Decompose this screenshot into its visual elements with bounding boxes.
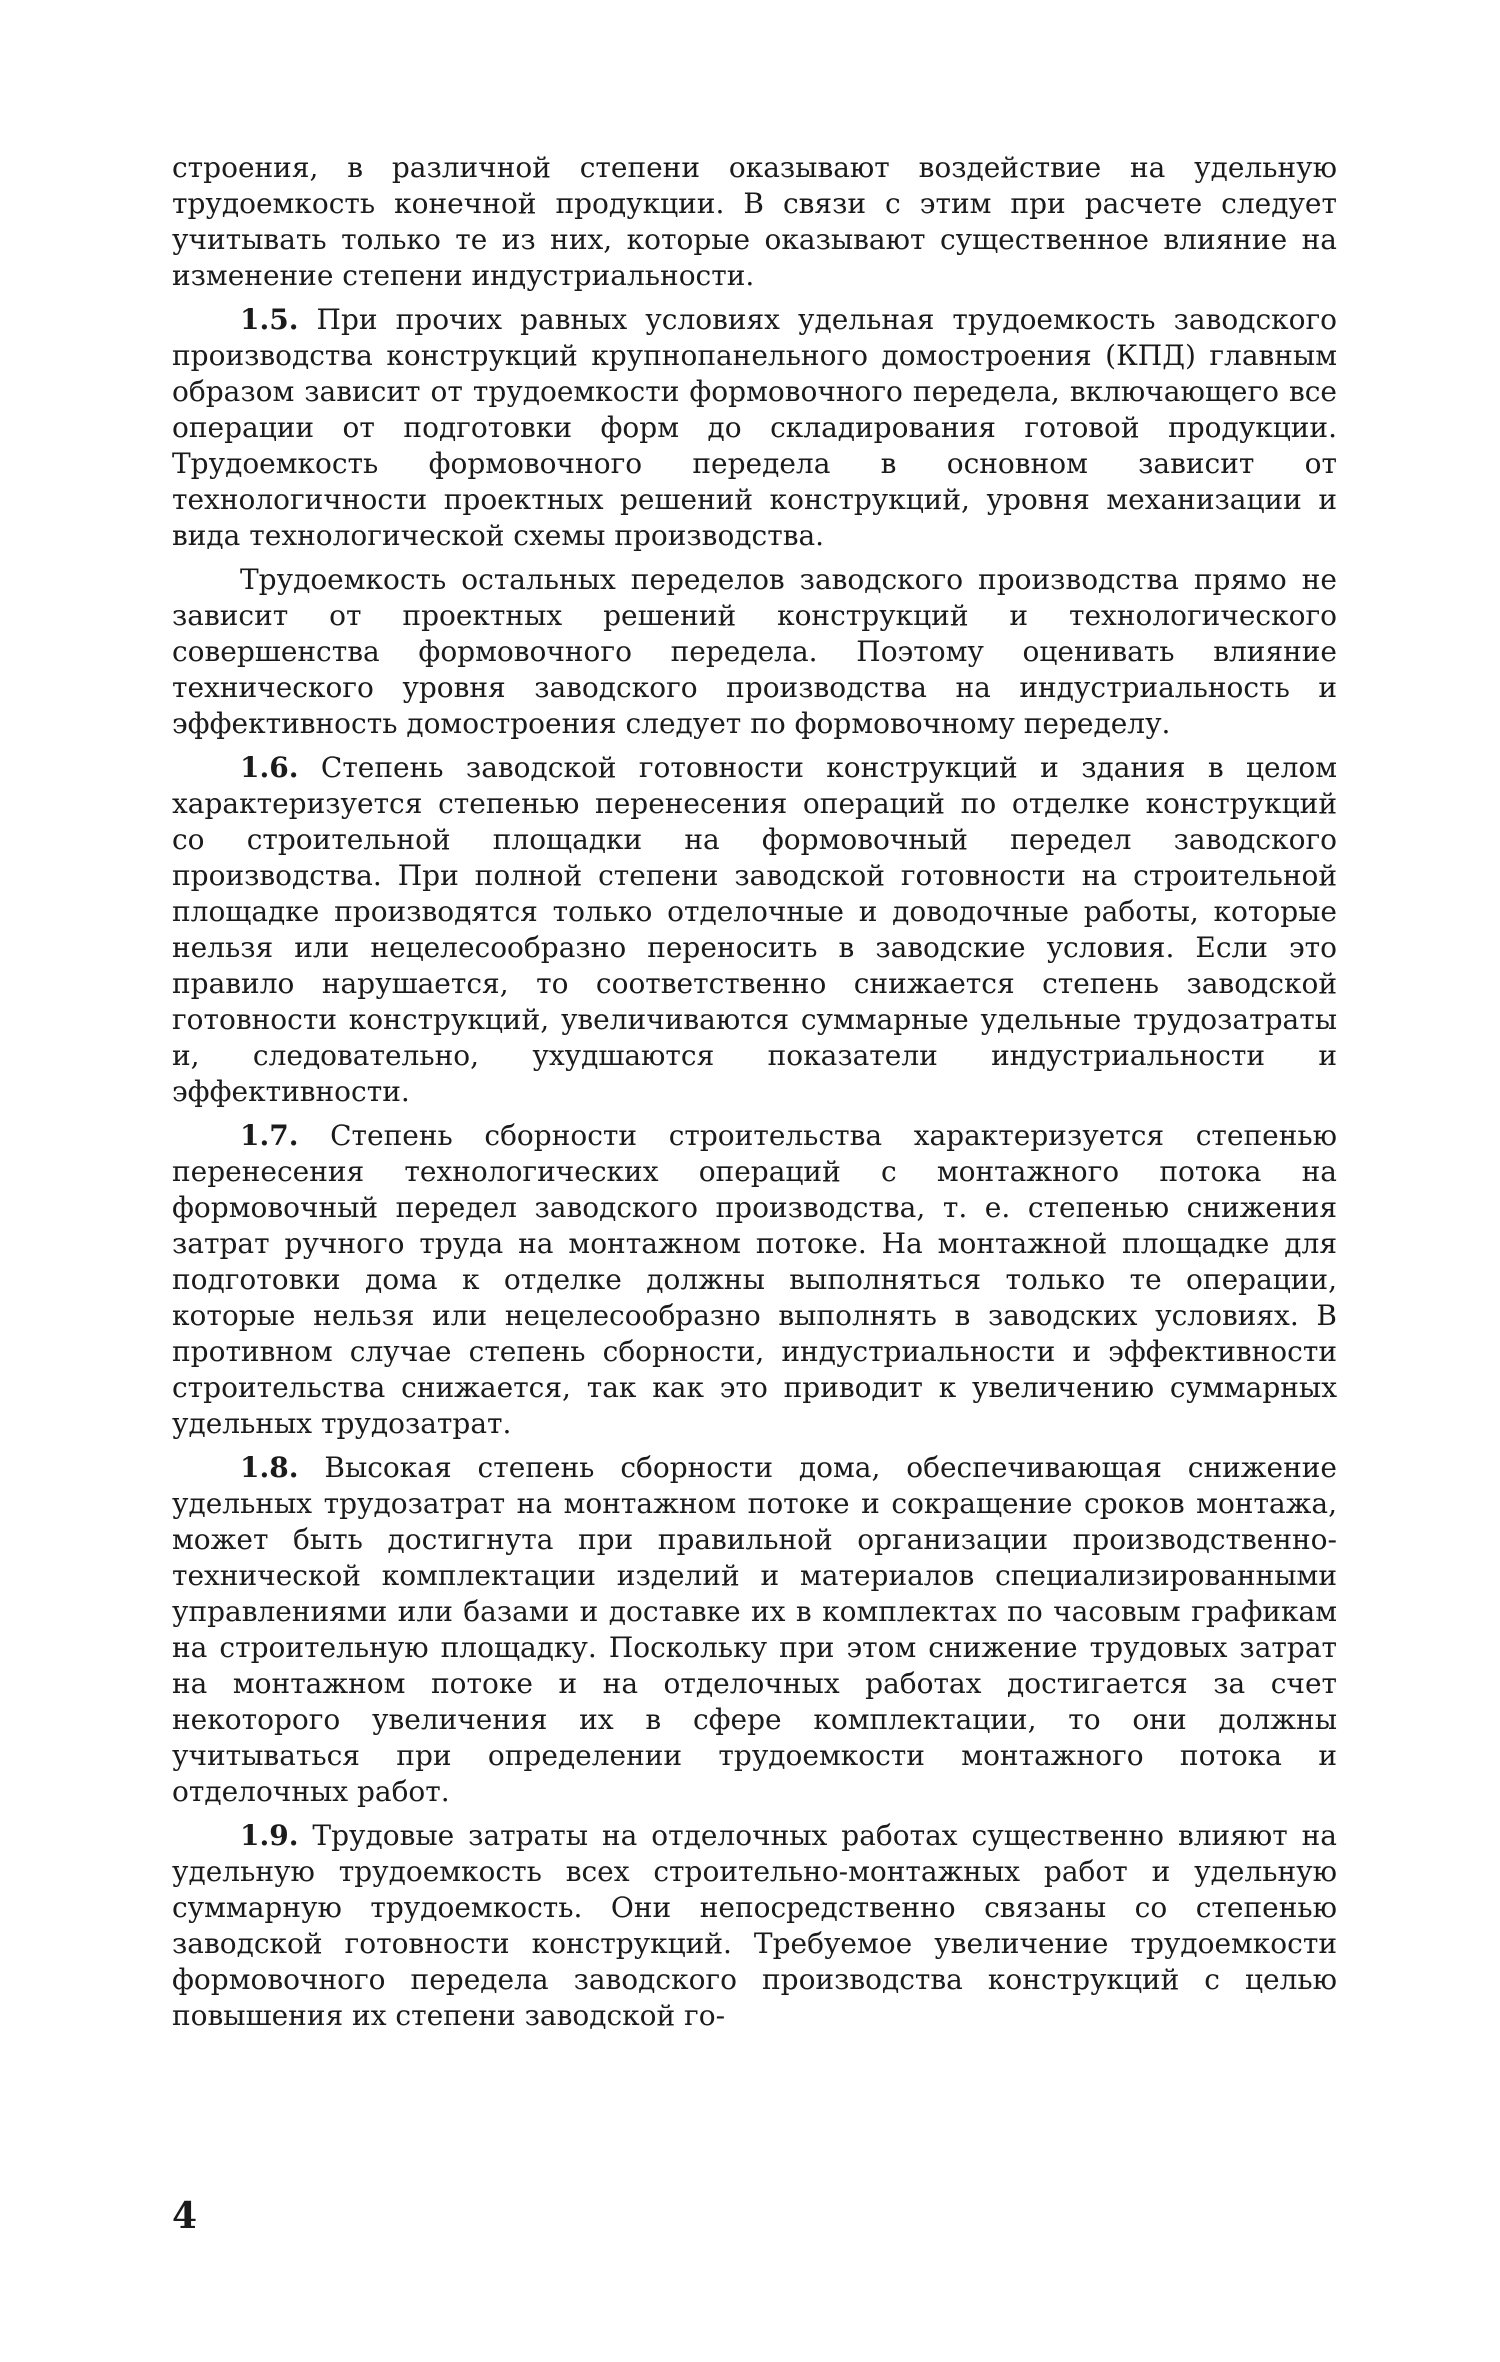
page-number: 4 [172, 2195, 198, 2237]
paragraph-text: строения, в различной степени оказывают воздействие на удельную трудоемкость конечной продукции. В связи с этим при расчете следует учитывать только те из них, которые оказывают существенное влияние на изменение степени индустриальности. [172, 151, 1337, 292]
paragraph-1-7 [172, 1118, 1337, 1442]
paragraph-number: 1.7. [240, 1119, 299, 1152]
paragraph-continuation [172, 150, 1337, 294]
paragraph-1-9 [172, 1818, 1337, 2034]
paragraph-text: Трудовые затраты на отделочных работах существенно влияют на удельную трудоемкость всех строительно-монтажных работ и удельную суммарную трудоемкость. Они непосредственно связаны со степенью заводской готовности конструкций. Требуемое увеличение трудоемкости формовочного передела заводского производства конструкций с целью повышения их степени заводской го- [172, 1819, 1337, 2032]
paragraph-number: 1.5. [240, 303, 299, 336]
paragraph-text: Высокая степень сборности дома, обеспечивающая снижение удельных трудозатрат на монтажном потоке и сокращение сроков монтажа, может быть достигнута при правильной организации производственно-технической комплектации изделий и материалов специализированными управлениями или базами и доставке их в комплектах по часовым графикам на строительную площадку. Поскольку при этом снижение трудовых затрат на монтажном потоке и на отделочных работах достигается за счет некоторого увеличения их в сфере комплектации, то они должны учитываться при определении трудоемкости монтажного потока и отделочных работ. [172, 1451, 1337, 1808]
page-text [172, 150, 1337, 2042]
paragraph-number: 1.6. [240, 751, 299, 784]
paragraph-text: При прочих равных условиях удельная трудоемкость заводского производства конструкций крупнопанельного домостроения (КПД) главным образом зависит от трудоемкости формовочного передела, включающего все операции от подготовки форм до складирования готовой продукции. Трудоемкость формовочного передела в основном зависит от технологичности проектных решений конструкций, уровня механизации и вида технологической схемы производства. [172, 303, 1338, 552]
paragraph-factory-labor [172, 562, 1337, 742]
paragraph-text: Степень сборности строительства характеризуется степенью перенесения технологических операций с монтажного потока на формовочный передел заводского производства, т. е. степенью снижения затрат ручного труда на монтажном потоке. На монтажной площадке для подготовки дома к отделке должны выполняться только те операции, которые нельзя или нецелесообразно выполнять в заводских условиях. В противном случае степень сборности, индустриальности и эффективности строительства снижается, так как это приводит к увеличению суммарных удельных трудозатрат. [172, 1119, 1337, 1440]
paragraph-1-8 [172, 1450, 1337, 1810]
paragraph-number: 1.8. [240, 1451, 299, 1484]
paragraph-number: 1.9. [240, 1819, 299, 1852]
paragraph-1-5 [172, 302, 1337, 554]
paragraph-text: Трудоемкость остальных переделов заводского производства прямо не зависит от проектных решений конструкций и технологического совершенства формовочного передела. Поэтому оценивать влияние технического уровня заводского производства на индустриальность и эффективность домостроения следует по формовочному переделу. [172, 563, 1337, 740]
paragraph-text: Степень заводской готовности конструкций и здания в целом характеризуется степенью перенесения операций по отделке конструкций со строительной площадки на формовочный передел заводского производства. При полной степени заводской готовности на строительной площадке производятся только отделочные и доводочные работы, которые нельзя или нецелесообразно переносить в заводские условия. Если это правило нарушается, то соответственно снижается степень заводской готовности конструкций, увеличиваются суммарные удельные трудозатраты и, следовательно, ухудшаются показатели индустриальности и эффективности. [172, 751, 1337, 1108]
paragraph-1-6 [172, 750, 1337, 1110]
